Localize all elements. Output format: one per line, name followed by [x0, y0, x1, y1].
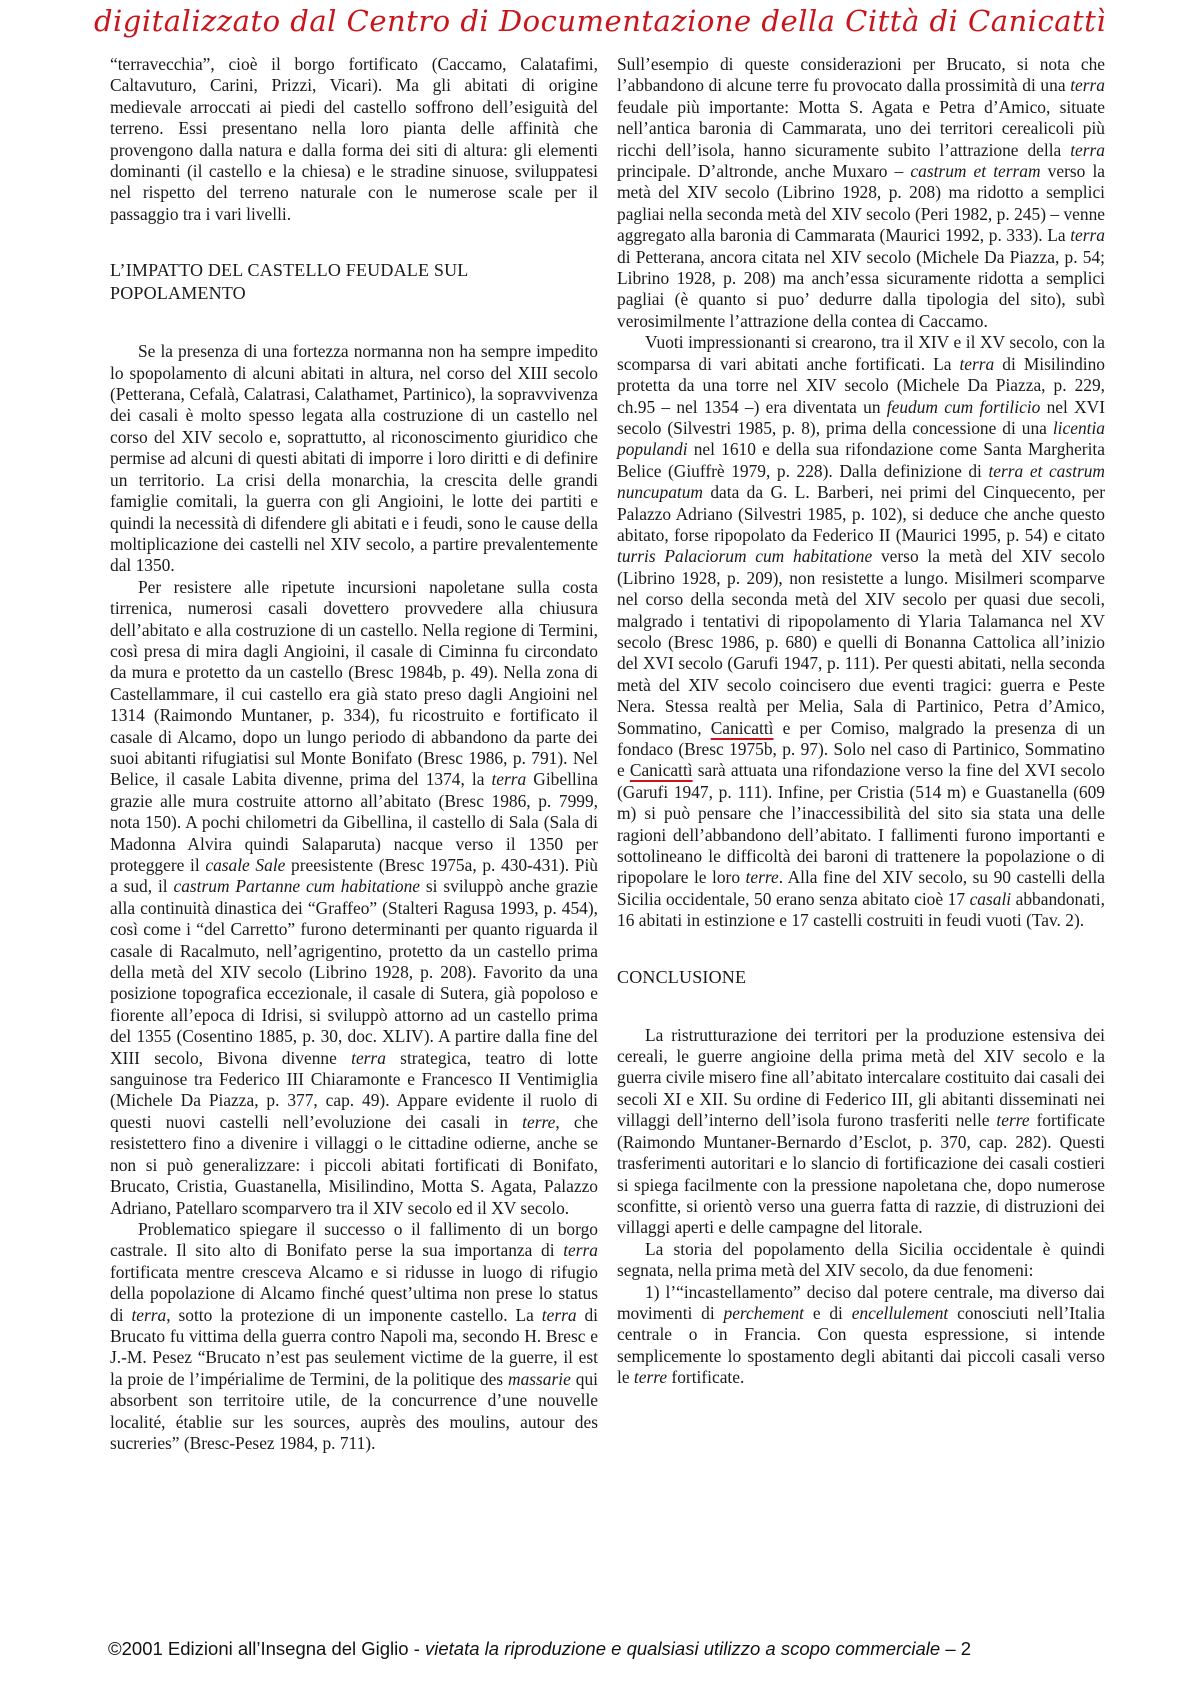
- digitization-watermark: digitalizzato dal Centro di Documentazione della Città di Canicattì: [93, 4, 1107, 38]
- left-column: [110, 54, 598, 1454]
- paragraph: Per resistere alle ripetute incursioni napoletane sulla costa tirrenica, numerosi casali dovettero provvedere alla chiusura dell’abitato e alla costruzione di un castello. Nella regione di Termini, così presa di mira dagli Angioini, il casale di Ciminna fu circondato da mura e protetto da un castello (Bresc 1984b, p. 49). Nella zona di Castellammare, il cui castello era già stato preso dagli Angioini nel 1314 (Raimondo Muntaner, p. 334), fu ricostruito e fortificato il casale di Alcamo, dopo un lungo periodo di abbandono da parte dei suoi abitanti rifugiatisi sul Monte Bonifato (Bresc 1986, p. 791). Nel Belice, il casale Labita divenne, prima del 1374, la terra Gibellina grazie alle mura costruite attorno all’abitato (Bresc 1986, p. 7999, nota 150). A pochi chilometri da Gibellina, il castello di Sala (Sala di Madonna Alvira quindi Salaparuta) nacque verso il 1350 per proteggere il casale Sale preesistente (Bresc 1975a, p. 430-431). Più a sud, il castrum Partanne cum habitatione si sviluppò anche grazie alla continuità dinastica dei “Graffeo” (Stalteri Ragusa 1993, p. 454), così come i “del Carretto” furono determinanti per quanto riguarda il casale di Racalmuto, nell’agrigentino, protetto da un castello prima della metà del XIV secolo (Librino 1928, p. 208). Favorito da una posizione topografica eccezionale, il casale di Sutera, già popoloso e fiorente all’epoca di Idrisi, si sviluppò attorno ad un castello prima del 1355 (Cosentino 1885, p. 30, doc. XLIV). A partire dalla fine del XIII secolo, Bivona divenne terra strategica, teatro di lotte sanguinose tra Federico III Chiaramonte e Francesco II Ventimiglia (Michele Da Piazza, p. 377, cap. 49). Appare evidente il ruolo di questi nuovi castelli nell’evoluzione dei casali in terre, che resistettero fino a divenire i villaggi o le cittadine odierne, anche se non si può generalizzare: i piccoli abitati fortificati di Bonifato, Brucato, Cristia, Guastanella, Misilindino, Motta S. Agata, Palazzo Adriano, Patellaro scomparvero tra il XIV secolo ed il XV secolo.: [110, 576, 599, 1218]
- paragraph: La ristrutturazione dei territori per la produzione estensiva dei cereali, le guerre angioine della prima metà del XIV secolo e la guerra civile misero fine all’abitato intercalare costituito dai casali dei secoli XI e XII. Su ordine di Federico III, gli abitanti disseminati nei villaggi dell’interno dell’isola furono trasferiti nelle terre fortificate (Raimondo Muntaner-Bernardo d’Esclot, p. 370, cap. 282). Questi trasferimenti autoritari e lo slancio di fortificazione dei casali costieri si spiega facilmente con la pressione napoletana che, dopo numerose sconfitte, si orientò verso una guerra fatta di razzie, di distruzioni dei villaggi aperti e delle campagne del litorale.: [617, 1024, 1106, 1238]
- section-heading-impatto: L’IMPATTO DEL CASTELLO FEUDALE SUL POPOLAMENTO: [110, 260, 468, 304]
- paragraph: Vuoti impressionanti si crearono, tra il XIV e il XV secolo, con la scomparsa di vari abitati anche fortificati. La terra di Misilindino protetta da una torre nel XIV secolo (Michele Da Piazza, p. 229, ch.95 – nel 1354 –) era diventata un feudum cum fortilicio nel XVI secolo (Silvestri 1985, p. 8), prima della concessione di una licentia populandi nel 1610 e della sua rifondazione come Santa Margherita Belice (Giuffrè 1979, p. 228). Dalla definizione di terra et castrum nuncupatum data da G. L. Barberi, nei primi del Cinquecento, per Palazzo Adriano (Silvestri 1985, p. 102), si deduce che anche questo abitato, forse ripopolato da Federico II (Maurici 1995, p. 54) e citato turris Palaciorum cum habitatione verso la metà del XIV secolo (Librino 1928, p. 209), non resistette a lungo. Misilmeri scomparve nel corso della seconda metà del XIV secolo per quasi due secoli, malgrado i tentativi di ripopolamento di Ylaria Talamanca nel XV secolo (Bresc 1986, p. 680) e quelli di Bonanna Cattolica all’inizio del XVI secolo (Garufi 1947, p. 111). Per questi abitati, nella seconda metà del XIV secolo coincisero due eventi tragici: guerra e Peste Nera. Stessa realtà per Melia, Sala di Partinico, Petra d’Amico, Sommatino, Canicattì e per Comiso, malgrado la presenza di un fondaco (Bresc 1975b, p. 97). Solo nel caso di Partinico, Sommatino e Canicattì sarà attuata una rifondazione verso la fine del XVI secolo (Garufi 1947, p. 111). Infine, per Cristia (514 m) e Guastanella (609 m) si può pensare che l’inaccessibilità del sito sia stata una delle ragioni dell’abbandono dell’abitato. I fallimenti furono importanti e sottolineano le difficoltà dei baroni di trattenere la popolazione o di ripopolare le loro terre. Alla fine del XIV secolo, su 90 castelli della Sicilia occidentale, 50 erano senza abitato cioè 17 casali abbandonati, 16 abitati in estinzione e 17 castelli costruiti in feudi vuoti (Tav. 2).: [617, 332, 1106, 931]
- copyright-text: ©2001 Edizioni all’Insegna del Giglio -: [108, 1638, 426, 1659]
- highlighted-place-name: Canicattì: [629, 760, 693, 781]
- paragraph: Problematico spiegare il successo o il fallimento di un borgo castrale. Il sito alto di Bonifato perse la sua importanza di terra fortificata mentre cresceva Alcamo e si ridusse in luogo di rifugio della popolazione di Alcamo finché quest’ultima non prese lo status di terra, sotto la protezione di un imponente castello. La terra di Brucato fu vittima della guerra contro Napoli ma, secondo H. Bresc e J.-M. Pesez “Brucato n’est pas seulement victime de la guerre, il est la proie de l’impérialime de Termini, de la politique des massarie qui absorbent son territoire utile, de la concurrence d’une nouvelle localité, établie sur les sources, auprès des moulins, autour des sucreries” (Bresc-Pesez 1984, p. 711).: [110, 1218, 599, 1453]
- usage-notice: vietata la riproduzione e qualsiasi utilizzo a scopo commerciale: [425, 1638, 941, 1659]
- paragraph-continuation: Sull’esempio di queste considerazioni per Brucato, si nota che l’abbandono di alcune terre fu provocato dalla prossimità di una terra feudale più importante: Motta S. Agata e Petra d’Amico, situate nell’antica baronia di Cammarata, uno dei territori cerealicoli più ricchi dell’isola, hanno sicuramente subito l’attrazione della terra principale. D’altronde, anche Muxaro – castrum et terram verso la metà del XIV secolo (Librino 1928, p. 208) ma ridotto a semplici pagliai nella seconda metà del XIV secolo (Peri 1982, p. 245) – venne aggregato alla baronia di Cammarata (Maurici 1992, p. 333). La terra di Petterana, ancora citata nel XIV secolo (Michele Da Piazza, p. 54; Librino 1928, p. 208) ma anch’essa sicuramente ridotta a semplici pagliai (è quanto si puo’ dedurre dalla tipologia del sito), subì verosimilmente l’attrazione della contea di Caccamo.: [617, 54, 1106, 331]
- section-heading-conclusione: CONCLUSIONE: [617, 966, 747, 987]
- highlighted-place-name: Canicattì: [710, 717, 774, 738]
- paragraph: Se la presenza di una fortezza normanna non ha sempre impedito lo spopolamento di alcuni abitati in altura, nel corso del XIII secolo (Petterana, Cefalà, Calatrasi, Calathamet, Partinico), la sopravvivenza dei casali è molto spesso legata alla costruzione di un castello nel corso del XIV secolo e, soprattutto, al riconoscimento giuridico che permise ad alcuni di questi abitati di imporre i loro diritti e di definire un territorio. La crisi della monarchia, la crescita delle grandi famiglie comitali, la guerra con gli Angioini, le lotte dei partiti e quindi la necessità di difendere gli abitati e i feudi, sono le cause della moltiplicazione dei castelli nel XIV secolo, a partire prevalentemente dal 1350.: [110, 341, 598, 576]
- right-column: [617, 54, 1105, 1389]
- page-number: – 2: [940, 1638, 972, 1659]
- paragraph: La storia del popolamento della Sicilia occidentale è quindi segnata, nella prima metà del XIV secolo, da due fenomeni:: [617, 1238, 1105, 1281]
- paragraph-continuation: “terravecchia”, cioè il borgo fortificato (Caccamo, Calatafimi, Caltavuturo, Carini, Prizzi, Vicari). Ma gli abitati di origine medievale arroccati ai piedi del castello soffrono dell’esiguità del terreno. Essi presentano nella loro pianta delle affinità che provengono dalla natura e dalla forma dei siti di altura: gli elementi dominanti (il castello e la chiesa) e le stradine sinuose, sviluppatesi nel rispetto del terreno naturale con le numerose scale per il passaggio tra i vari livelli.: [110, 54, 598, 224]
- paragraph: 1) l’“incastellamento” deciso dal potere centrale, ma diverso dai movimenti di perchement e di encellulement conosciuti nell’Italia centrale o in Francia. Con questa espressione, si intende semplicemente lo spostamento degli abitanti dai piccoli casali verso le terre fortificate.: [617, 1281, 1105, 1388]
- page-footer: [108, 1638, 1098, 1660]
